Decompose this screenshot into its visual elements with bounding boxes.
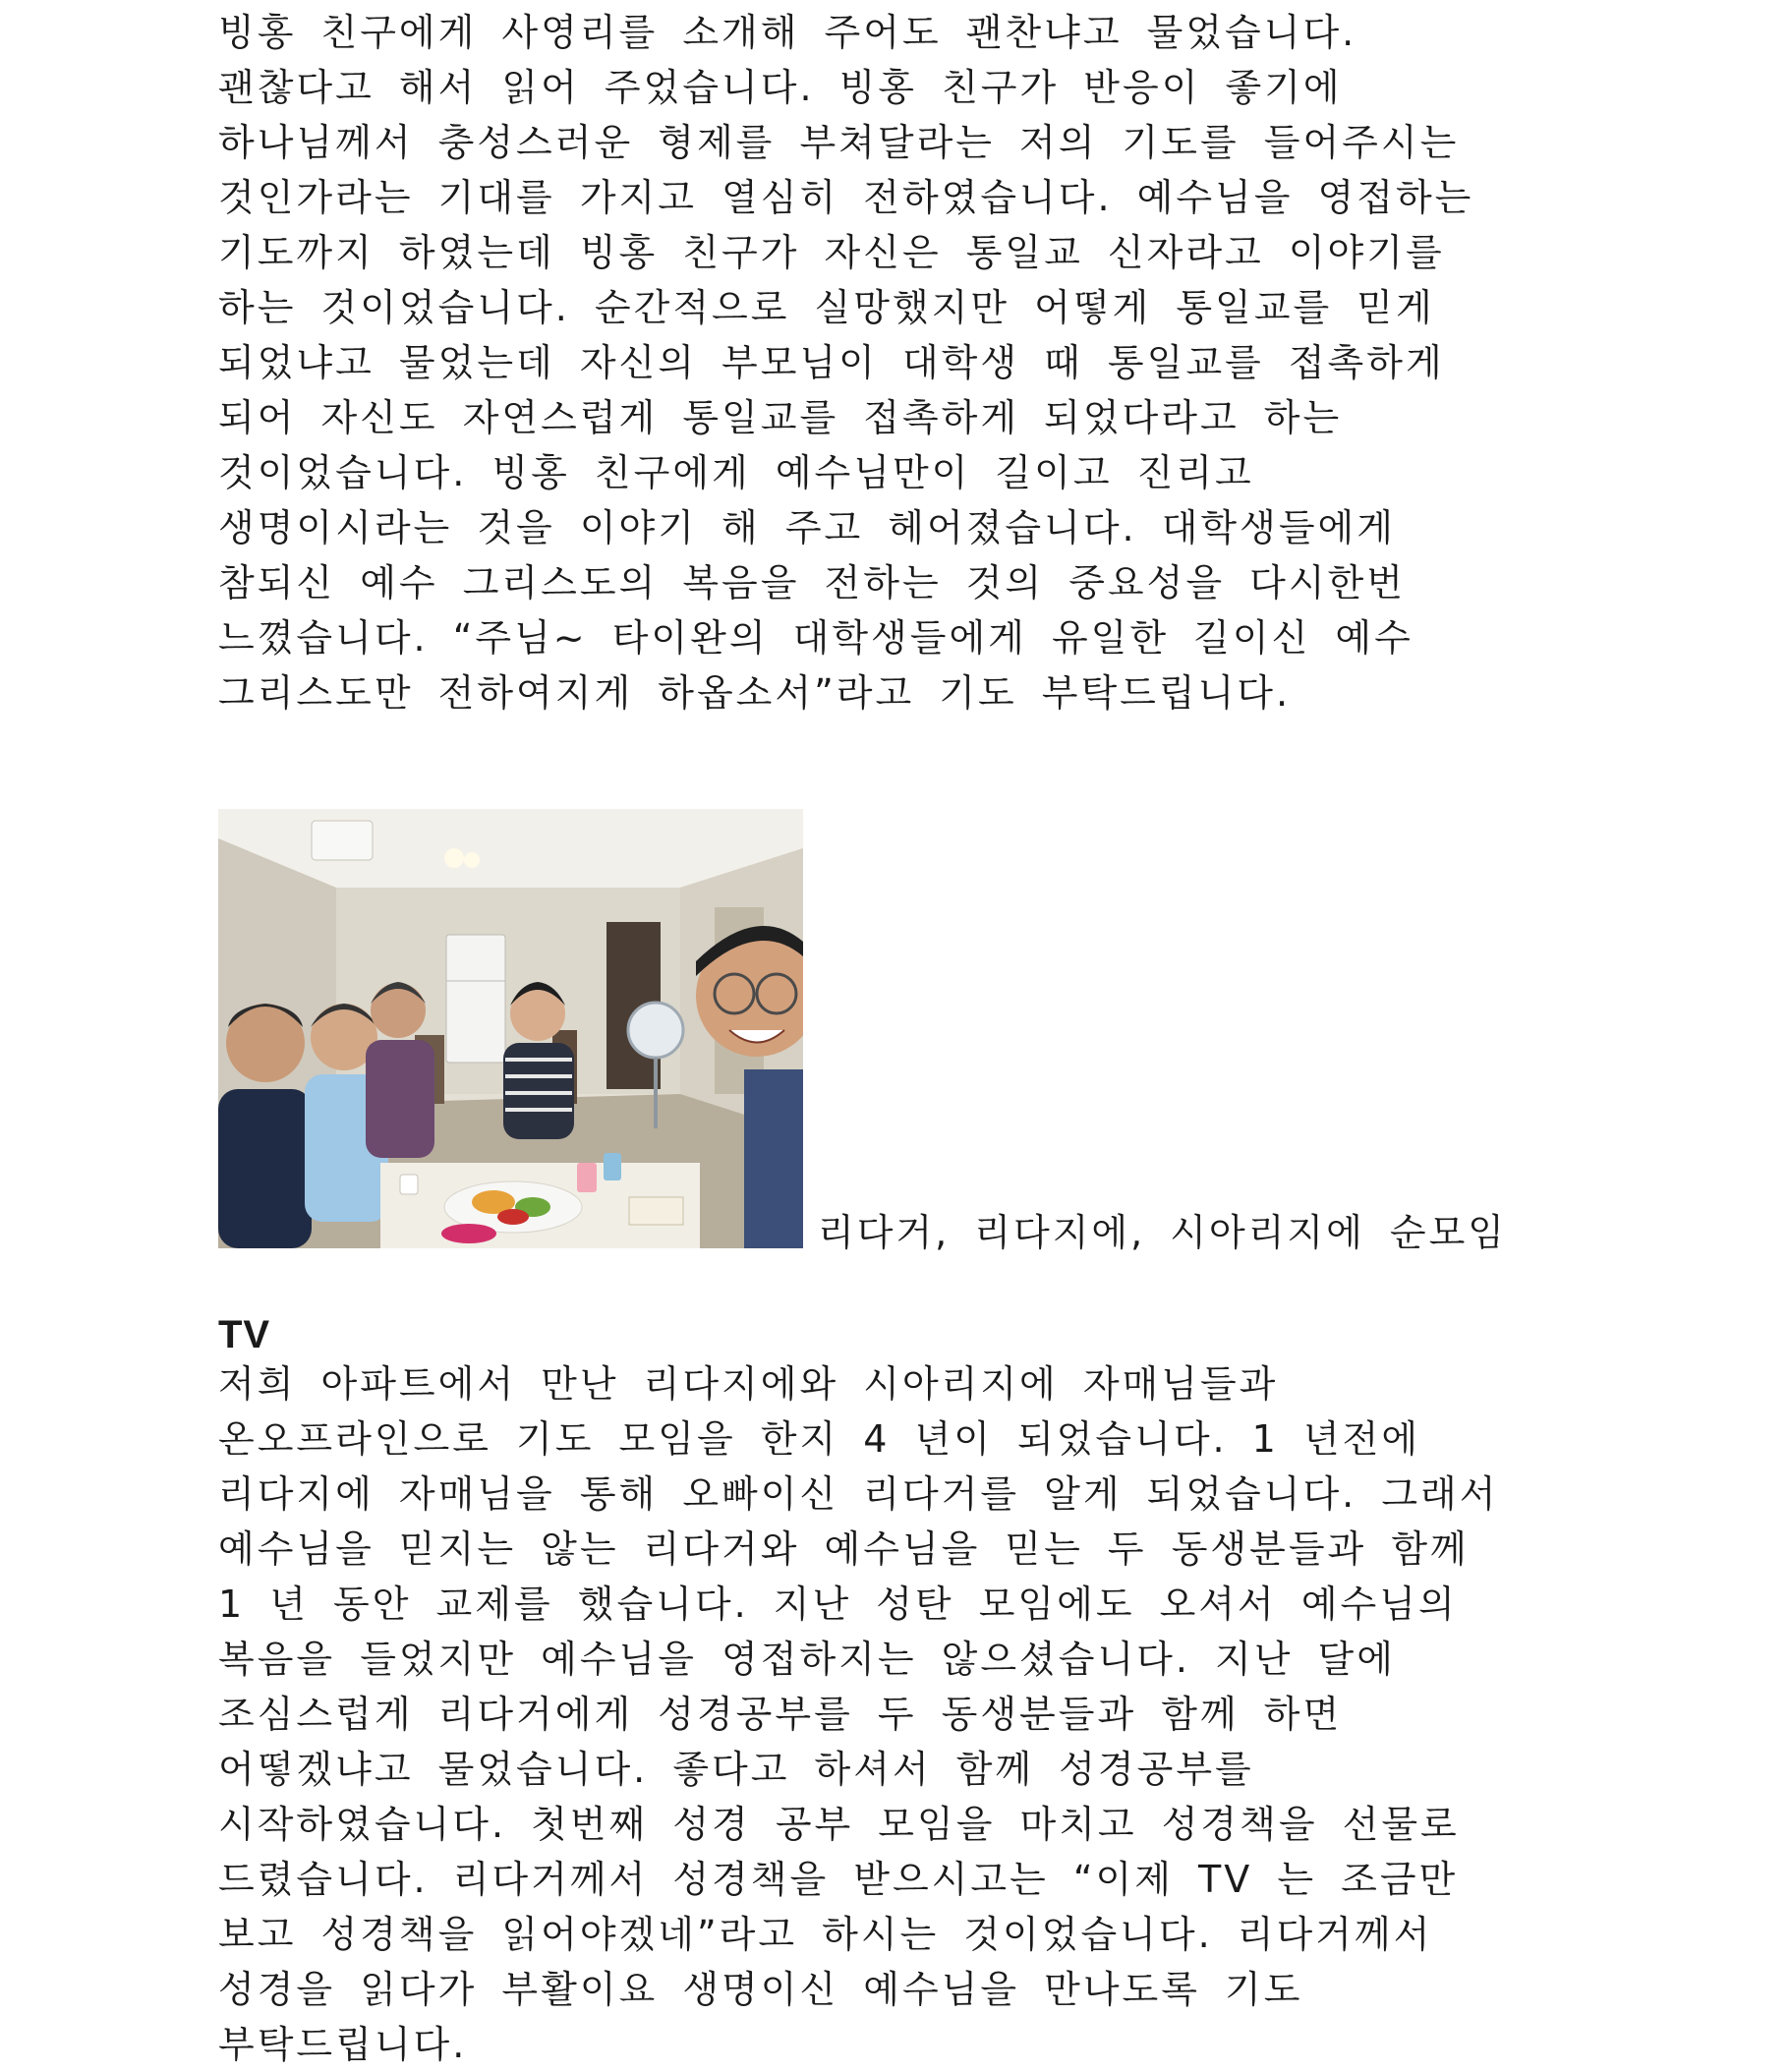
paragraph-line: 것이었습니다. 빙홍 친구에게 예수님만이 길이고 진리고 [218,451,1254,494]
paragraph-line: 성경을 읽다가 부활이요 생명이신 예수님을 만나도록 기도 [218,1968,1303,2011]
paragraph-line: 되었냐고 물었는데 자신의 부모님이 대학생 때 통일교를 접촉하게 [218,341,1445,384]
paragraph-line: 느꼈습니다. “주님~ 타이완의 대학생들에게 유일한 길이신 예수 [218,616,1414,660]
paragraph-line: 부탁드립니다. [218,2023,468,2066]
paragraph-line: 어떻겠냐고 물었습니다. 좋다고 하셔서 함께 성경공부를 [218,1748,1254,1791]
paragraph-1 [218,5,1594,720]
paragraph-line: 되어 자신도 자연스럽게 통일교를 접촉하게 되었다라고 하는 [218,396,1343,439]
paragraph-line: 시작하였습니다. 첫번째 성경 공부 모임을 마치고 성경책을 선물로 [218,1803,1460,1846]
photo-caption: 리다거, 리다지에, 시아리지에 순모임 [818,1211,1508,1254]
paragraph-2 [218,1356,1594,2072]
paragraph-line: 하나님께서 충성스러운 형제를 부쳐달라는 저의 기도를 들어주시는 [218,121,1460,164]
paragraph-line: 드렸습니다. 리다거께서 성경책을 받으시고는 “이제 TV 는 조금만 [218,1858,1459,1901]
section-heading: TV [218,1313,271,1356]
paragraph-line: 그리스도만 전하여지게 하옵소서”라고 기도 부탁드립니다. [218,671,1292,715]
paragraph-line: 생명이시라는 것을 이야기 해 주고 헤어졌습니다. 대학생들에게 [218,506,1396,549]
paragraph-line: 괜찮다고 해서 읽어 주었습니다. 빙홍 친구가 반응이 좋기에 [218,66,1343,109]
paragraph-line: 조심스럽게 리다거에게 성경공부를 두 동생분들과 함께 하면 [218,1693,1343,1736]
paragraph-line: 것인가라는 기대를 가지고 열심히 전하였습니다. 예수님을 영접하는 [218,176,1474,219]
paragraph-line: 빙홍 친구에게 사영리를 소개해 주어도 괜찬냐고 물었습니다. [218,11,1357,54]
paragraph-line: 보고 성경책을 읽어야겠네”라고 하시는 것이었습니다. 리다거께서 [218,1913,1433,1956]
paragraph-line: 기도까지 하였는데 빙홍 친구가 자신은 통일교 신자라고 이야기를 [218,231,1445,274]
paragraph-line: 복음을 들었지만 예수님을 영접하지는 않으셨습니다. 지난 달에 [218,1638,1396,1681]
paragraph-line: 참되신 예수 그리스도의 복음을 전하는 것의 중요성을 다시한번 [218,561,1406,604]
paragraph-line: 온오프라인으로 기도 모임을 한지 4 년이 되었습니다. 1 년전에 [218,1417,1421,1461]
paragraph-line: 하는 것이었습니다. 순간적으로 실망했지만 어떻게 통일교를 믿게 [218,286,1435,329]
paragraph-line: 예수님을 믿지는 않는 리다거와 예수님을 믿는 두 동생분들과 함께 [218,1527,1470,1571]
paragraph-line: 1 년 동안 교제를 했습니다. 지난 성탄 모임에도 오셔서 예수님의 [218,1583,1458,1626]
group-photo [218,809,803,1248]
paragraph-line: 저희 아파트에서 만난 리다지에와 시아리지에 자매님들과 [218,1362,1279,1406]
paragraph-line: 리다지에 자매님을 통해 오빠이신 리다거를 알게 되었습니다. 그래서 [218,1472,1499,1516]
